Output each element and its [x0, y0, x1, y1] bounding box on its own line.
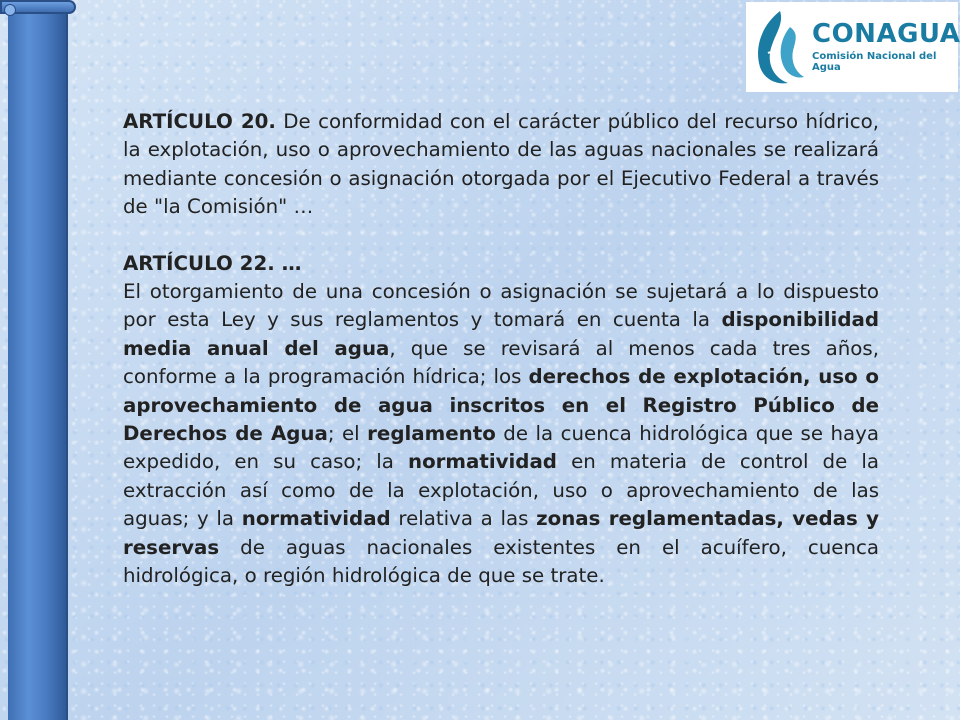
decorative-scroll-bar — [8, 0, 68, 720]
article-22-seg: de aguas nacionales existentes en el acuífero, cuenca hidrológica, o región hidrológica de que se trate. — [123, 535, 879, 588]
article-22-seg-bold: zonas reglamentadas, vedas y reservas — [123, 507, 879, 559]
article-22-seg: en materia de control de la extracción así como de la explotación, uso o aprovechamiento de las aguas; y la — [123, 450, 879, 531]
article-22-heading-line — [123, 250, 879, 278]
article-22-paragraph — [123, 278, 879, 590]
article-22-seg: , que se revisará al menos cada tres años, conforme a la programación hídrica; los — [123, 336, 879, 389]
logo-subtitle: Comisión Nacional del Agua — [812, 51, 937, 73]
article-22-seg: de la cuenca hidrológica que se haya expedido, en su caso; la — [123, 422, 879, 474]
article-22-seg: El otorgamiento de una concesión o asignación se sujetará a lo dispuesto por esta Ley y sus reglamentos y tomará en cuenta la — [123, 280, 879, 332]
decorative-scroll-top — [0, 0, 76, 14]
document-body — [123, 108, 879, 591]
article-22-seg-bold: normatividad — [408, 450, 557, 474]
article-22-seg: relativa a las — [390, 507, 537, 531]
article-20-heading: ARTÍCULO 20. — [123, 110, 276, 133]
article-22-seg: ; el — [327, 422, 368, 446]
water-wave-logo-icon — [750, 7, 808, 87]
article-22-seg-bold: derechos de explotación, uso o aprovechamiento de agua inscritos en el Registro Público de Derechos de Agua — [123, 365, 879, 446]
article-22-seg-bold: reglamento — [367, 422, 496, 446]
article-22-seg-bold: normatividad — [241, 507, 391, 531]
logo-name: CONAGUA — [812, 19, 960, 49]
article-20-paragraph — [123, 108, 879, 222]
article-22-heading: ARTÍCULO 22. … — [123, 251, 302, 275]
article-20-text: De conformidad con el carácter público del recurso hídrico, la explotación, uso o aprovechamiento de las aguas nacionales se realizará mediante concesión o asignación otorgada por el Ejecutivo Federal a través de "la Comisión" … — [123, 110, 879, 219]
scroll-curl-icon — [4, 4, 16, 16]
conagua-logo — [746, 2, 958, 92]
article-22-seg-bold: disponibilidad media anual del agua — [123, 308, 879, 360]
